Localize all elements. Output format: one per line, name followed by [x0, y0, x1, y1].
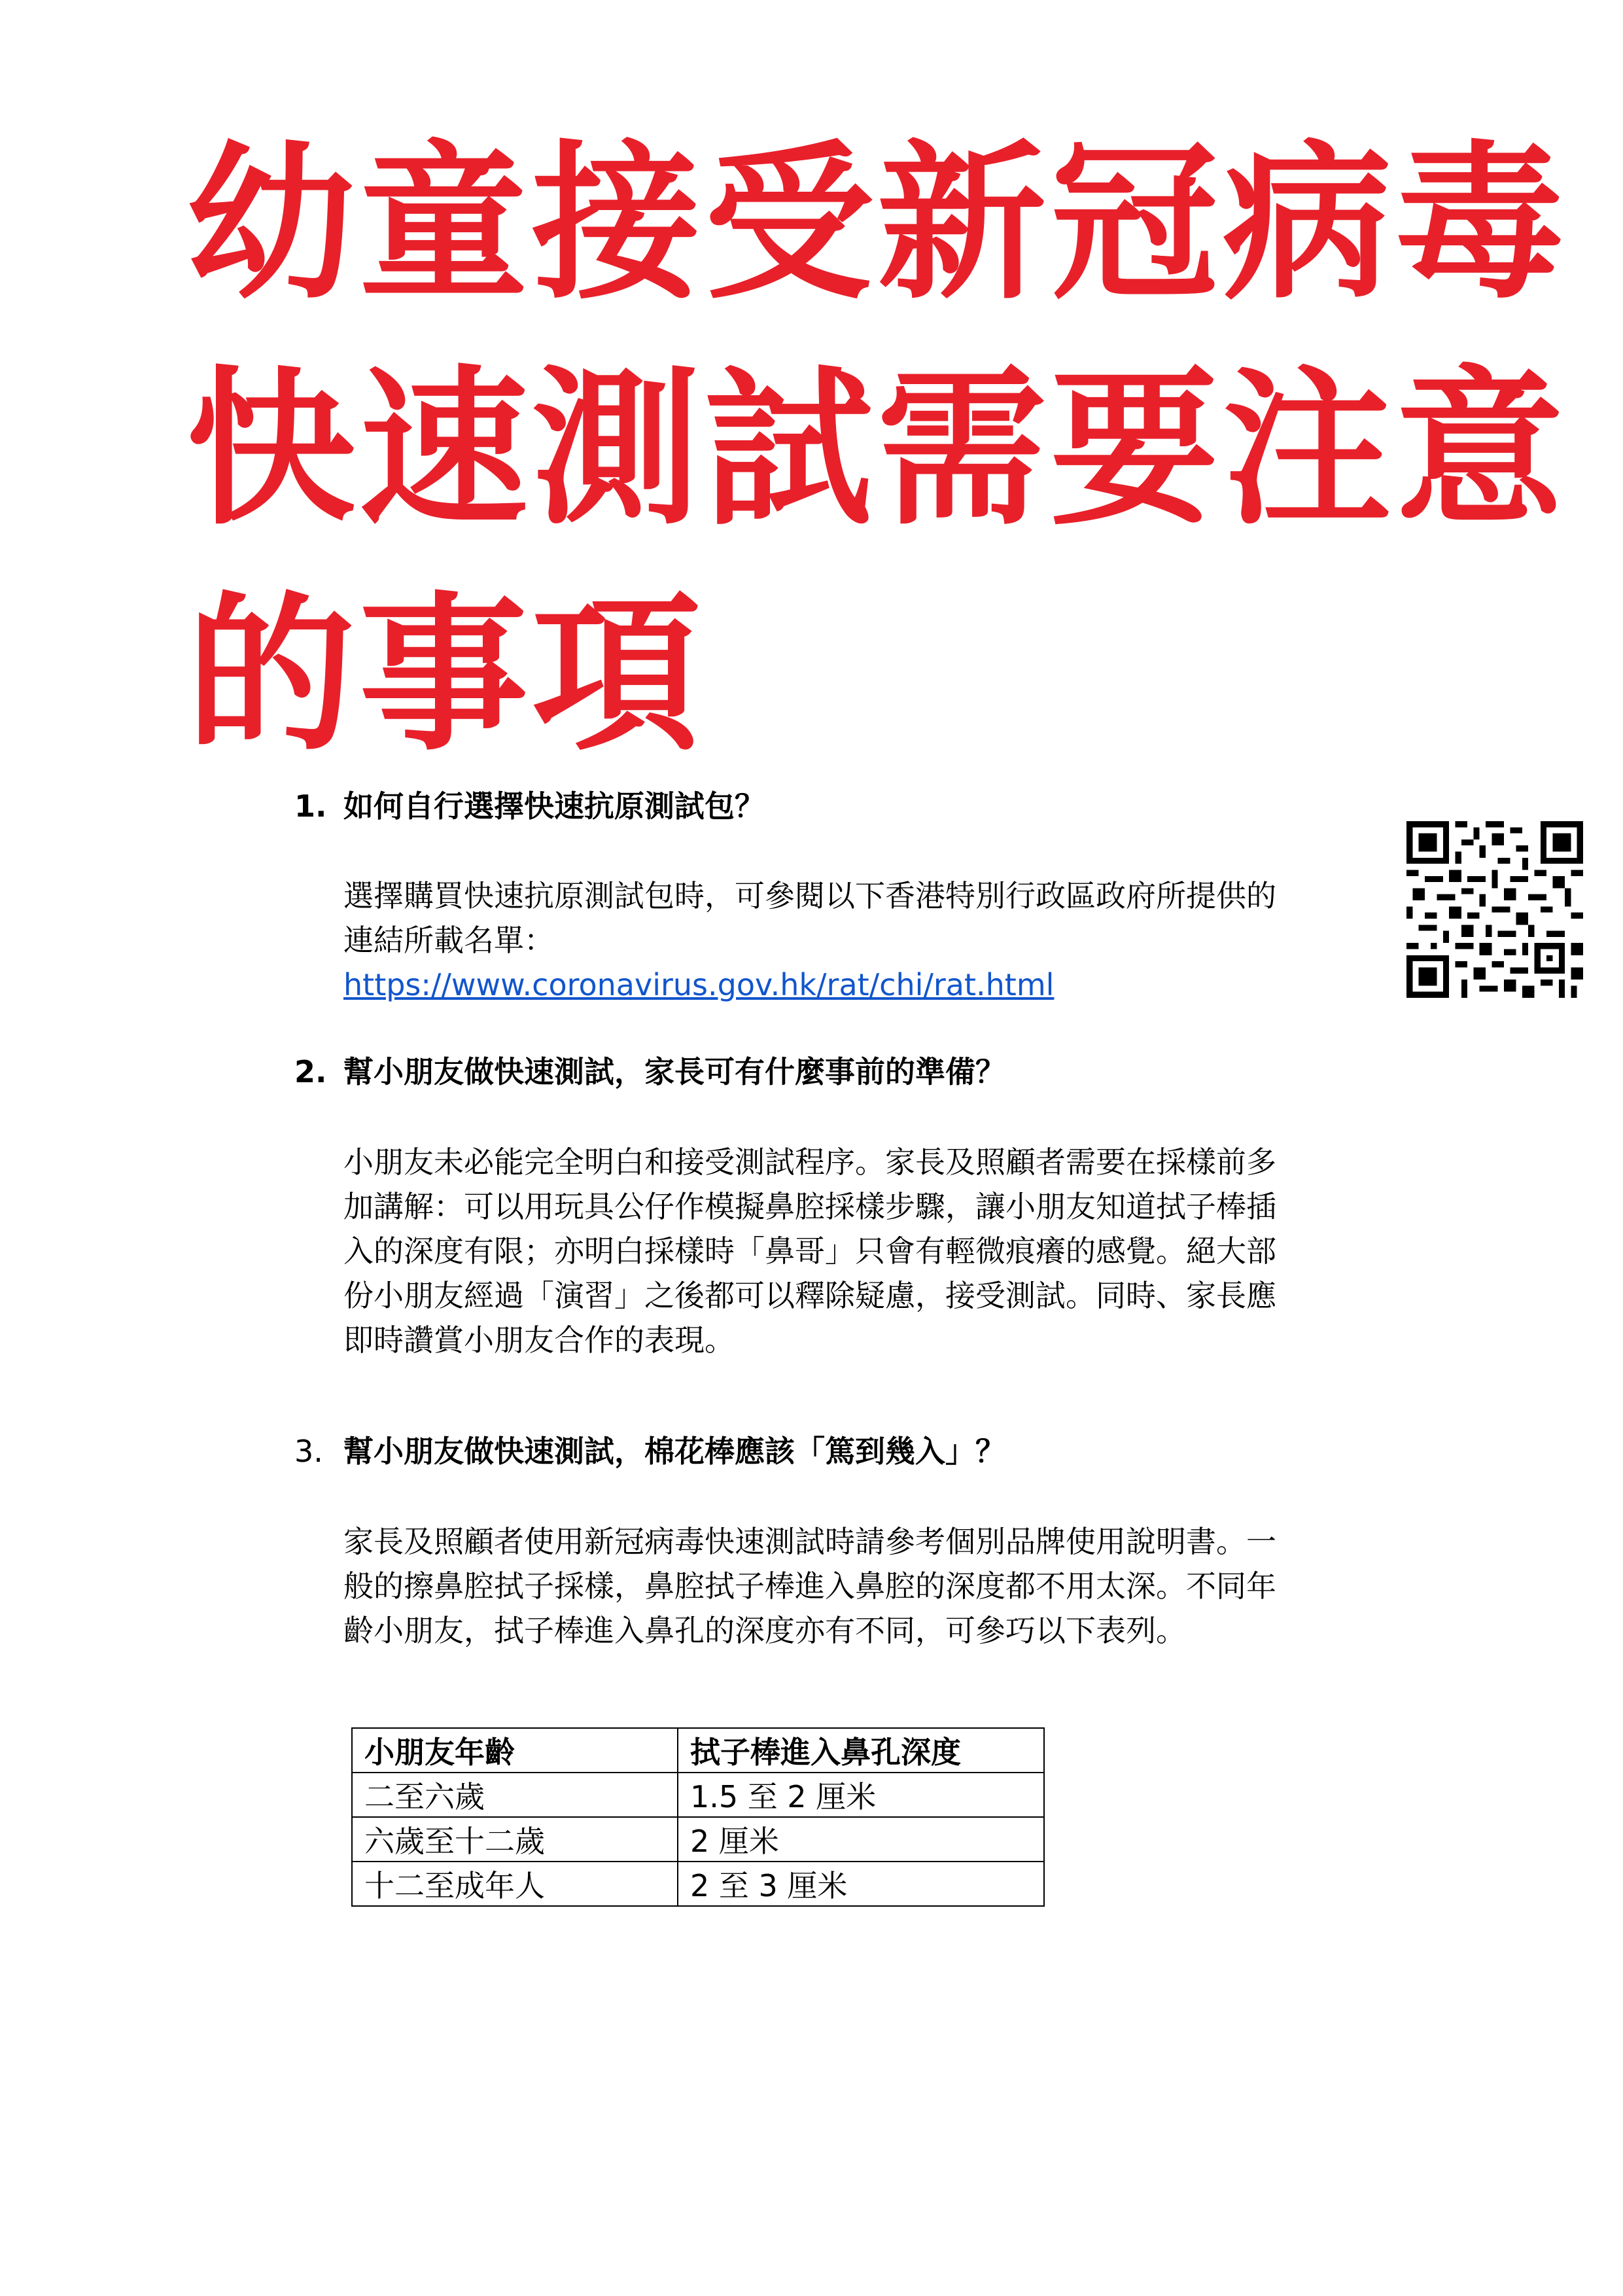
section-2-line-5: 即時讚賞小朋友合作的表現。 — [343, 1322, 735, 1358]
section-2-line-1: 小朋友未必能完全明白和接受測試程序。家長及照顧者需要在採樣前多 — [343, 1144, 1276, 1180]
table-cell: 1.5 至 2 厘米 — [678, 1773, 1044, 1817]
section-3-line-1: 家長及照顧者使用新冠病毒快速測試時請參考個別品牌使用說明書。一 — [343, 1524, 1276, 1559]
section-1-line-2: 連結所載名單： — [343, 923, 554, 958]
page-title — [186, 111, 1568, 788]
title-line-1: 幼童接受新冠病毒 — [186, 126, 1568, 322]
rat-list-link[interactable]: https://www.coronavirus.gov.hk/rat/chi/rat.html — [343, 967, 1055, 1002]
table-header-depth: 拭子棒進入鼻孔深度 — [678, 1728, 1044, 1773]
section-3-number: 3. — [294, 1434, 323, 1469]
table-row — [352, 1773, 1044, 1817]
section-2-body — [343, 1140, 1390, 1362]
section-3-body — [343, 1519, 1390, 1653]
table-cell: 六歲至十二歲 — [352, 1817, 678, 1862]
section-2-heading — [294, 1052, 1005, 1091]
section-3-title: 幫小朋友做快速測試，棉花棒應該「篤到幾入」？ — [343, 1434, 1005, 1469]
section-3-line-3: 齡小朋友，拭子棒進入鼻孔的深度亦有不同，可參巧以下表列。 — [343, 1613, 1186, 1648]
section-2-title: 幫小朋友做快速測試，家長可有什麼事前的準備？ — [343, 1054, 1005, 1089]
section-1-heading — [294, 786, 765, 826]
section-1-title: 如何自行選擇快速抗原測試包？ — [343, 788, 765, 824]
section-2-line-3: 入的深度有限；亦明白採樣時「鼻哥」只會有輕微痕癢的感覺。絕大部 — [343, 1233, 1276, 1269]
table-header-age: 小朋友年齡 — [352, 1728, 678, 1773]
section-2-line-2: 加講解：可以用玩具公仔作模擬鼻腔採樣步驟，讓小朋友知道拭子棒插 — [343, 1189, 1276, 1224]
section-1-number: 1. — [294, 788, 327, 824]
table-row — [352, 1817, 1044, 1862]
table-row — [352, 1862, 1044, 1906]
title-line-3: 的事項 — [186, 577, 705, 773]
table-cell: 2 厘米 — [678, 1817, 1044, 1862]
title-line-2: 快速測試需要注意 — [186, 351, 1568, 548]
table-cell: 二至六歲 — [352, 1773, 678, 1817]
section-3-line-2: 般的擦鼻腔拭子採樣，鼻腔拭子棒進入鼻腔的深度都不用太深。不同年 — [343, 1568, 1276, 1604]
qr-code-icon — [1406, 821, 1583, 998]
section-3-heading — [294, 1432, 1005, 1471]
table-header-row — [352, 1728, 1044, 1773]
section-2-number: 2. — [294, 1054, 327, 1089]
table-cell: 2 至 3 厘米 — [678, 1862, 1044, 1906]
section-1-body — [343, 874, 1390, 1007]
section-2-line-4: 份小朋友經過「演習」之後都可以釋除疑慮，接受測試。同時、家長應 — [343, 1278, 1276, 1313]
swab-depth-table — [351, 1727, 1045, 1907]
table-cell: 十二至成年人 — [352, 1862, 678, 1906]
section-1-line-1: 選擇購買快速抗原測試包時，可參閱以下香港特別行政區政府所提供的 — [343, 878, 1276, 913]
